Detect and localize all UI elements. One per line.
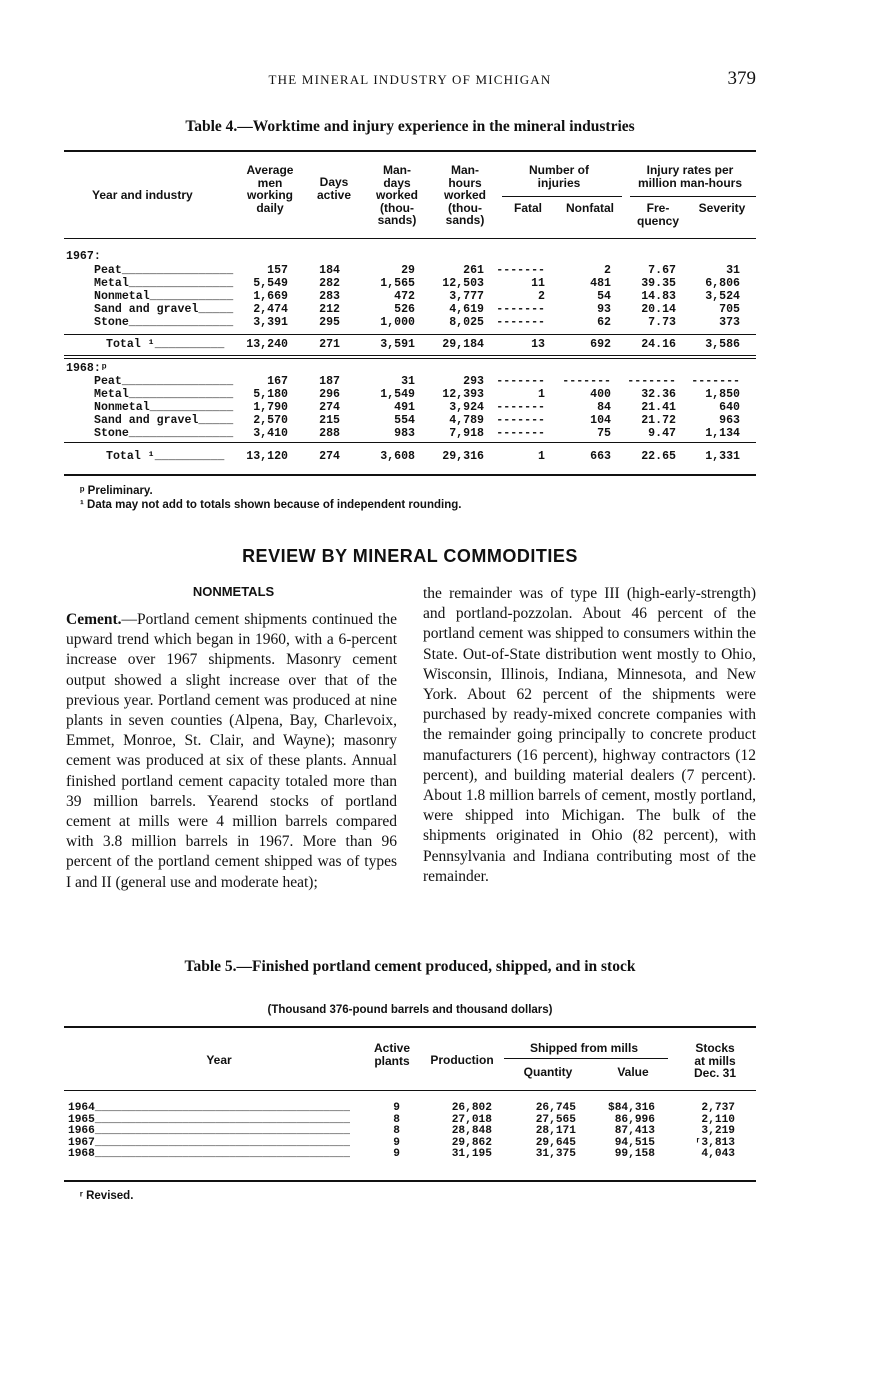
table4-header-injury-rates: Injury rates per million man-hours bbox=[637, 163, 742, 190]
table4-cell-days: 187 bbox=[319, 375, 340, 388]
table4-group-1968: 1968:ᵖ bbox=[66, 362, 108, 375]
table4-cell-severity: 1,331 bbox=[705, 450, 740, 463]
table4-row bbox=[64, 375, 756, 388]
table4-cell-label: Total ¹__________ bbox=[106, 338, 225, 351]
table5-top-rule bbox=[64, 1026, 756, 1028]
table4-cell-nonfatal: 663 bbox=[590, 450, 611, 463]
table4-header-num-injuries: Number of injuries bbox=[529, 163, 589, 190]
table4-cell-frequency: 39.35 bbox=[641, 277, 676, 290]
table4-header-days-active: Days active bbox=[316, 175, 352, 202]
table4-total-row bbox=[64, 450, 756, 463]
table4-cell-label: Metal_______________ bbox=[94, 277, 234, 290]
table4-row bbox=[64, 427, 756, 440]
table4-cell-nonfatal: 54 bbox=[597, 290, 611, 303]
table4-cell-fatal: 2 bbox=[538, 290, 545, 303]
table5-header-quantity: Quantity bbox=[523, 1065, 573, 1079]
table5-cell-quantity: 27,565 bbox=[535, 1113, 576, 1126]
table4-cell-days: 271 bbox=[319, 338, 340, 351]
table5-cell-value: $84,316 bbox=[608, 1102, 655, 1114]
table4-cell-fatal: ------- bbox=[496, 316, 545, 329]
table4-cell-man-hours: 29,316 bbox=[442, 450, 484, 463]
table4-cell-avg-men: 157 bbox=[267, 264, 288, 277]
table4-header-year-industry: Year and industry bbox=[92, 188, 193, 202]
table5-row bbox=[64, 1148, 756, 1161]
table5-cell-year: 1967______________________________________ bbox=[68, 1136, 350, 1149]
page-number: 379 bbox=[727, 68, 756, 89]
table4-cell-severity: 963 bbox=[719, 414, 740, 427]
table4-injuries-subrule bbox=[502, 196, 622, 197]
table4-cell-days: 288 bbox=[319, 427, 340, 440]
table4-cell-days: 215 bbox=[319, 414, 340, 427]
left-column-text: —Portland cement shipments continued the upward trend which began in 1960, with a 6-percent increase over 1967 shipments. Masonry cement output showed a slight increase over that of the previous year. Portland cement was produced at nine plants in seven counties (Alpena, Bay, Charlevoix, Emmet, Monroe, St. Clair, and Wayne); masonry cement was produced at six of these plants. Annual finished portland cement capacity totaled more than 39 million barrels. Yearend stocks of portland cement at mills were 4 million barrels compared with 3.8 million barrels in 1967. More than 96 percent of the portland cement shipped was of types I and II (general use and moderate heat); bbox=[66, 611, 397, 891]
table5 bbox=[64, 1026, 756, 1186]
table4-cell-label: Stone_______________ bbox=[94, 316, 234, 329]
table5-cell-year: 1968______________________________________ bbox=[68, 1148, 350, 1161]
table4-cell-avg-men: 1,669 bbox=[253, 290, 288, 303]
table4-row bbox=[64, 388, 756, 401]
table4-double-rule-b bbox=[64, 358, 756, 359]
table4-cell-man-days: 983 bbox=[394, 427, 415, 440]
table4-bottom-rule bbox=[64, 474, 756, 476]
table4-cell-frequency: 9.47 bbox=[648, 427, 676, 440]
table5-cell-value: 86,996 bbox=[614, 1113, 655, 1126]
table4-cell-severity: 373 bbox=[719, 316, 740, 329]
table4-cell-man-hours: 8,025 bbox=[449, 316, 484, 329]
table4-cell-nonfatal: 84 bbox=[597, 401, 611, 414]
table4-cell-fatal: ------- bbox=[496, 414, 545, 427]
table5-header-stocks: Stocks at mills Dec. 31 bbox=[693, 1041, 737, 1080]
table4-cell-days: 274 bbox=[319, 450, 340, 463]
table4-cell-nonfatal: 62 bbox=[597, 316, 611, 329]
table4-cell-frequency: 24.16 bbox=[641, 338, 676, 351]
table5-header-active-plants: Active plants bbox=[373, 1041, 411, 1068]
table4-cell-severity: 6,806 bbox=[705, 277, 740, 290]
table5-cell-production: 27,018 bbox=[451, 1113, 492, 1126]
table4-row bbox=[64, 277, 756, 290]
table4-cell-man-hours: 4,789 bbox=[449, 414, 484, 427]
table4-header-fatal: Fatal bbox=[513, 201, 542, 215]
table4-cell-label: Peat________________ bbox=[94, 375, 234, 388]
table4-cell-severity: 3,524 bbox=[705, 290, 740, 303]
table4-cell-man-days: 1,000 bbox=[380, 316, 415, 329]
table4-total-1968-rule bbox=[64, 442, 756, 443]
table5-cell-active-plants: 8 bbox=[393, 1113, 400, 1126]
table4-cell-label: Nonmetal____________ bbox=[94, 401, 234, 414]
table4-cell-frequency: 14.83 bbox=[641, 290, 676, 303]
table4-cell-days: 283 bbox=[319, 290, 340, 303]
table4-cell-avg-men: 5,180 bbox=[253, 388, 288, 401]
table5-header-year: Year bbox=[206, 1053, 232, 1067]
table4-cell-man-hours: 12,503 bbox=[442, 277, 484, 290]
table4-cell-label: Total ¹__________ bbox=[106, 450, 225, 463]
table4-cell-severity: 1,850 bbox=[705, 388, 740, 401]
table5-cell-quantity: 29,645 bbox=[535, 1136, 576, 1149]
table5-header-shipped: Shipped from mills bbox=[529, 1041, 638, 1055]
table5-cell-active-plants: 8 bbox=[393, 1125, 400, 1138]
table5-shipped-subrule bbox=[504, 1058, 668, 1059]
table4-cell-label: Sand and gravel_____ bbox=[94, 414, 234, 427]
table5-cell-year: 1965______________________________________ bbox=[68, 1113, 350, 1126]
right-column-text: the remainder was of type III (high-early-strength) and portland-pozzolan. About 46 percent of the portland cement was shipped to consumers within the State. Out-of-State distribution went mostly to Ohio, Wisconsin, Illinois, Indiana, Minnesota, and New York. About 62 percent of the shipments were purchased by ready-mixed concrete companies with the remainder going principally to concrete product manufacturers (16 percent), highway contractors (12 percent), and building material dealers (7 percent). About 1.8 million barrels of cement, mostly portland, were shipped into Michigan. The bulk of the shipments originated in Ohio (82 percent), with Pennsylvania and Indiana contributing most of the remainder. bbox=[423, 585, 756, 885]
table4-row bbox=[64, 401, 756, 414]
table4-cell-man-hours: 12,393 bbox=[442, 388, 484, 401]
table4-cell-frequency: 20.14 bbox=[641, 303, 676, 316]
table5-cell-stocks: 4,043 bbox=[701, 1148, 735, 1161]
body-right-column bbox=[423, 584, 756, 887]
table4-row bbox=[64, 264, 756, 277]
table4 bbox=[64, 150, 756, 480]
table4-cell-label: Metal_______________ bbox=[94, 388, 234, 401]
table5-cell-active-plants: 9 bbox=[393, 1148, 400, 1161]
table4-header-severity: Severity bbox=[698, 201, 746, 215]
table4-cell-man-days: 1,565 bbox=[380, 277, 415, 290]
table4-cell-man-days: 472 bbox=[394, 290, 415, 303]
table4-cell-man-days: 29 bbox=[401, 264, 415, 277]
table5-cell-production: 31,195 bbox=[451, 1148, 492, 1161]
table4-header-nonfatal: Nonfatal bbox=[566, 201, 614, 215]
table5-footnote-revised: ʳ Revised. bbox=[80, 1190, 134, 1202]
table4-cell-frequency: 7.73 bbox=[648, 316, 676, 329]
table4-cell-fatal: 1 bbox=[538, 450, 545, 463]
table4-row bbox=[64, 303, 756, 316]
table4-top-rule bbox=[64, 150, 756, 152]
running-head bbox=[64, 70, 756, 94]
table4-cell-frequency: 7.67 bbox=[648, 264, 676, 277]
table4-cell-label: Sand and gravel_____ bbox=[94, 303, 234, 316]
table4-cell-man-hours: 7,918 bbox=[449, 427, 484, 440]
table4-cell-man-days: 1,549 bbox=[380, 388, 415, 401]
table4-cell-severity: ------- bbox=[691, 375, 740, 388]
table4-caption: Table 4.—Worktime and injury experience in the mineral industries bbox=[185, 118, 635, 135]
table4-cell-days: 212 bbox=[319, 303, 340, 316]
table4-cell-avg-men: 3,391 bbox=[253, 316, 288, 329]
table4-header-frequency: Fre- quency bbox=[636, 201, 679, 228]
table4-cell-days: 296 bbox=[319, 388, 340, 401]
table5-cell-active-plants: 9 bbox=[393, 1136, 400, 1149]
table4-cell-severity: 31 bbox=[726, 264, 740, 277]
table4-cell-frequency: ------- bbox=[627, 375, 676, 388]
table5-cell-quantity: 28,171 bbox=[535, 1125, 576, 1138]
table4-header-man-hours: Man- hours worked (thou- sands) bbox=[443, 163, 486, 227]
table4-cell-man-days: 526 bbox=[394, 303, 415, 316]
table4-cell-days: 295 bbox=[319, 316, 340, 329]
table5-subcaption: (Thousand 376-pound barrels and thousand dollars) bbox=[267, 1004, 553, 1016]
table4-group-1967: 1967: bbox=[66, 250, 101, 263]
section-title: REVIEW BY MINERAL COMMODITIES bbox=[242, 546, 578, 566]
table4-cell-man-days: 3,608 bbox=[380, 450, 415, 463]
table4-cell-man-hours: 3,777 bbox=[449, 290, 484, 303]
table4-cell-avg-men: 167 bbox=[267, 375, 288, 388]
table4-cell-nonfatal: 93 bbox=[597, 303, 611, 316]
table4-cell-man-days: 491 bbox=[394, 401, 415, 414]
table4-cell-nonfatal: 481 bbox=[590, 277, 611, 290]
table4-cell-avg-men: 5,549 bbox=[253, 277, 288, 290]
table4-cell-man-hours: 3,924 bbox=[449, 401, 484, 414]
table4-cell-man-hours: 29,184 bbox=[442, 338, 484, 351]
table5-header-production: Production bbox=[430, 1053, 494, 1067]
table4-cell-fatal: ------- bbox=[496, 303, 545, 316]
table4-cell-days: 282 bbox=[319, 277, 340, 290]
table5-header-rule bbox=[64, 1090, 756, 1091]
table4-cell-fatal: ------- bbox=[496, 375, 545, 388]
table4-cell-fatal: 1 bbox=[538, 388, 545, 401]
table5-bottom-rule bbox=[64, 1180, 756, 1182]
table5-cell-production: 26,802 bbox=[451, 1102, 492, 1114]
table5-cell-stocks: ʳ3,813 bbox=[694, 1136, 735, 1149]
table4-cell-fatal: 13 bbox=[531, 338, 545, 351]
table4-cell-man-hours: 4,619 bbox=[449, 303, 484, 316]
table5-caption: Table 5.—Finished portland cement produced, shipped, and in stock bbox=[184, 958, 636, 975]
table4-cell-frequency: 22.65 bbox=[641, 450, 676, 463]
table5-cell-stocks: 2,737 bbox=[701, 1102, 735, 1114]
table5-cell-production: 29,862 bbox=[451, 1136, 492, 1149]
table4-cell-man-hours: 261 bbox=[463, 264, 484, 277]
table4-header-rule bbox=[64, 238, 756, 239]
table4-cell-fatal: ------- bbox=[496, 264, 545, 277]
table4-cell-man-days: 3,591 bbox=[380, 338, 415, 351]
table4-cell-fatal: ------- bbox=[496, 427, 545, 440]
table5-cell-active-plants: 9 bbox=[393, 1102, 400, 1114]
table4-cell-severity: 705 bbox=[719, 303, 740, 316]
table4-cell-severity: 640 bbox=[719, 401, 740, 414]
table4-cell-fatal: 11 bbox=[531, 277, 545, 290]
table4-footnote-preliminary: ᵖ Preliminary. bbox=[80, 485, 153, 497]
table5-cell-value: 99,158 bbox=[614, 1148, 655, 1161]
table4-cell-avg-men: 3,410 bbox=[253, 427, 288, 440]
table4-row bbox=[64, 316, 756, 329]
table5-cell-stocks: 3,219 bbox=[701, 1125, 735, 1138]
table4-footnote-rounding: ¹ Data may not add to totals shown because of independent rounding. bbox=[80, 499, 462, 511]
table4-cell-severity: 1,134 bbox=[705, 427, 740, 440]
table4-header-man-days: Man- days worked (thou- sands) bbox=[375, 163, 418, 227]
table4-cell-man-hours: 293 bbox=[463, 375, 484, 388]
table4-cell-nonfatal: 104 bbox=[590, 414, 611, 427]
table4-cell-nonfatal: 2 bbox=[604, 264, 611, 277]
table4-cell-days: 184 bbox=[319, 264, 340, 277]
table4-row bbox=[64, 414, 756, 427]
table4-cell-label: Nonmetal____________ bbox=[94, 290, 234, 303]
table4-cell-man-days: 31 bbox=[401, 375, 415, 388]
table5-cell-production: 28,848 bbox=[451, 1125, 492, 1138]
body-left-column bbox=[66, 610, 397, 893]
table5-cell-stocks: 2,110 bbox=[701, 1113, 735, 1126]
table4-total-row bbox=[64, 338, 756, 351]
table4-cell-man-days: 554 bbox=[394, 414, 415, 427]
table4-cell-severity: 3,586 bbox=[705, 338, 740, 351]
table4-cell-frequency: 32.36 bbox=[641, 388, 676, 401]
table5-cell-year: 1964______________________________________ bbox=[68, 1102, 350, 1114]
table5-cell-year: 1966______________________________________ bbox=[68, 1125, 350, 1138]
table4-cell-avg-men: 13,120 bbox=[246, 450, 288, 463]
table5-cell-quantity: 26,745 bbox=[535, 1102, 576, 1114]
table4-cell-days: 274 bbox=[319, 401, 340, 414]
section-subtitle: NONMETALS bbox=[192, 584, 275, 599]
table4-cell-avg-men: 2,570 bbox=[253, 414, 288, 427]
table4-cell-nonfatal: 75 bbox=[597, 427, 611, 440]
cement-lead: Cement. bbox=[66, 611, 122, 628]
running-title: THE MINERAL INDUSTRY OF MICHIGAN bbox=[268, 72, 552, 87]
table4-cell-label: Stone_______________ bbox=[94, 427, 234, 440]
table4-double-rule-a bbox=[64, 355, 756, 356]
table4-total-1967-rule bbox=[64, 334, 756, 335]
table4-cell-fatal: ------- bbox=[496, 401, 545, 414]
table4-cell-frequency: 21.41 bbox=[641, 401, 676, 414]
table4-cell-label: Peat________________ bbox=[94, 264, 234, 277]
table4-cell-nonfatal: ------- bbox=[562, 375, 611, 388]
table5-cell-value: 87,413 bbox=[614, 1125, 655, 1138]
table5-cell-quantity: 31,375 bbox=[535, 1148, 576, 1161]
table4-cell-nonfatal: 692 bbox=[590, 338, 611, 351]
table4-rates-subrule bbox=[630, 196, 756, 197]
table4-cell-avg-men: 1,790 bbox=[253, 401, 288, 414]
table4-cell-avg-men: 2,474 bbox=[253, 303, 288, 316]
table4-cell-avg-men: 13,240 bbox=[246, 338, 288, 351]
table4-cell-nonfatal: 400 bbox=[590, 388, 611, 401]
table5-cell-value: 94,515 bbox=[614, 1136, 655, 1149]
table5-header-value: Value bbox=[617, 1065, 649, 1079]
table4-header-avg-men: Average men working daily bbox=[246, 163, 294, 215]
table4-cell-frequency: 21.72 bbox=[641, 414, 676, 427]
table4-row bbox=[64, 290, 756, 303]
